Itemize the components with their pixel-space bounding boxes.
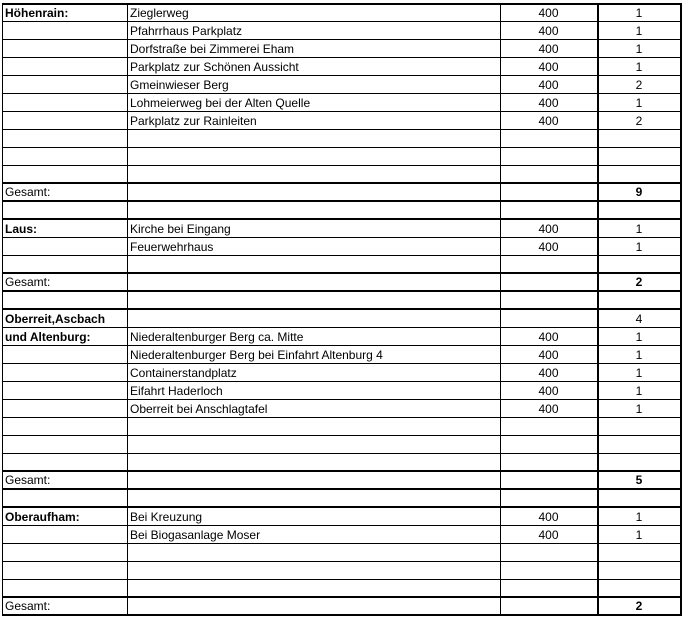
value-cell: 400	[538, 6, 559, 20]
grid-line	[2, 200, 681, 202]
grid-line	[597, 3, 599, 616]
count-cell: 1	[635, 528, 643, 542]
value-cell: 400	[538, 402, 559, 416]
total-value: 9	[635, 185, 643, 199]
grid-line	[2, 543, 681, 544]
grid-line	[2, 182, 681, 184]
grid-line	[2, 327, 681, 328]
count-cell: 2	[635, 78, 643, 92]
grid-line	[2, 363, 681, 364]
grid-line	[2, 237, 681, 238]
location-cell: Niederaltenburger Berg ca. Mitte	[130, 330, 304, 344]
grid-line	[2, 596, 681, 598]
grid-line	[2, 75, 681, 76]
grid-line	[2, 470, 681, 472]
grid-line	[2, 308, 681, 310]
count-cell: 1	[635, 96, 643, 110]
count-cell: 1	[635, 348, 643, 362]
total-value: 5	[635, 473, 643, 487]
value-cell: 400	[538, 96, 559, 110]
grid-line	[2, 21, 681, 22]
grid-line	[2, 147, 681, 148]
grid-line	[2, 3, 3, 616]
location-cell: Parkplatz zur Rainleiten	[130, 114, 257, 128]
count-cell: 1	[635, 402, 643, 416]
count-cell: 1	[635, 42, 643, 56]
count-cell: 2	[635, 114, 643, 128]
count-cell: 1	[635, 384, 643, 398]
grid-line	[2, 417, 681, 418]
section-name: Höhenrain:	[5, 6, 69, 20]
grid-line	[2, 272, 681, 274]
grid-line	[2, 399, 681, 400]
total-label: Gesamt:	[5, 275, 51, 289]
grid-line	[2, 3, 681, 5]
grid-line	[2, 218, 681, 220]
grid-line	[2, 57, 681, 58]
grid-line	[2, 525, 681, 526]
location-cell: Zieglerweg	[130, 6, 189, 20]
value-cell: 400	[538, 240, 559, 254]
value-cell: 400	[538, 24, 559, 38]
value-cell: 400	[538, 60, 559, 74]
grid-line	[2, 435, 681, 436]
value-cell: 400	[538, 78, 559, 92]
section-name: Laus:	[5, 222, 38, 236]
count-cell: 1	[635, 330, 643, 344]
grid-line	[2, 488, 681, 490]
total-label: Gesamt:	[5, 599, 51, 613]
total-value: 2	[635, 599, 643, 613]
grid-line	[2, 345, 681, 346]
count-cell: 1	[635, 366, 643, 380]
grid-line	[2, 290, 681, 292]
location-cell: Niederaltenburger Berg bei Einfahrt Altenburg 4	[130, 348, 383, 362]
grid-line	[2, 381, 681, 382]
grid-line	[2, 165, 681, 166]
grid-line	[127, 3, 128, 616]
grid-line	[680, 3, 682, 616]
total-label: Gesamt:	[5, 473, 51, 487]
value-cell: 400	[538, 42, 559, 56]
location-cell: Bei Kreuzung	[130, 510, 203, 524]
count-cell: 1	[635, 510, 643, 524]
location-cell: Gmeinwieser Berg	[130, 78, 229, 92]
grid-line	[2, 93, 681, 94]
value-cell: 400	[538, 114, 559, 128]
count-cell: 1	[635, 60, 643, 74]
grid-line	[2, 453, 681, 454]
value-cell: 400	[538, 366, 559, 380]
section-name-line2: und Altenburg:	[5, 330, 91, 344]
grid-line	[2, 614, 681, 616]
value-cell: 400	[538, 510, 559, 524]
count-cell: 1	[635, 240, 643, 254]
value-cell: 400	[538, 348, 559, 362]
total-value: 2	[635, 275, 643, 289]
grid-line	[2, 111, 681, 112]
value-cell: 400	[538, 528, 559, 542]
location-cell: Pfahrrhaus Parkplatz	[130, 24, 243, 38]
location-cell: Feuerwehrhaus	[130, 240, 214, 254]
location-cell: Eifahrt Haderloch	[130, 384, 223, 398]
section-name-line1: Oberreit,Ascbach	[5, 312, 106, 326]
count-cell: 1	[635, 24, 643, 38]
grid-line	[2, 561, 681, 562]
count-cell: 1	[635, 222, 643, 236]
value-cell: 400	[538, 384, 559, 398]
location-cell: Lohmeierweg bei der Alten Quelle	[130, 96, 311, 110]
location-cell: Kirche bei Eingang	[130, 222, 231, 236]
location-cell: Parkplatz zur Schönen Aussicht	[130, 60, 299, 74]
total-label: Gesamt:	[5, 185, 51, 199]
location-cell: Containerstandplatz	[130, 366, 237, 380]
grid-line	[2, 39, 681, 40]
header-count-cell: 4	[635, 312, 643, 326]
count-cell: 1	[635, 6, 643, 20]
location-cell: Oberreit bei Anschlagtafel	[130, 402, 268, 416]
value-cell: 400	[538, 222, 559, 236]
grid-line	[2, 129, 681, 130]
location-cell: Bei Biogasanlage Moser	[130, 528, 261, 542]
grid-line	[2, 506, 681, 508]
section-name: Oberaufham:	[5, 510, 80, 524]
value-cell: 400	[538, 330, 559, 344]
location-cell: Dorfstraße bei Zimmerei Eham	[130, 42, 295, 56]
grid-line	[2, 255, 681, 256]
grid-line	[500, 3, 501, 616]
grid-line	[2, 579, 681, 580]
